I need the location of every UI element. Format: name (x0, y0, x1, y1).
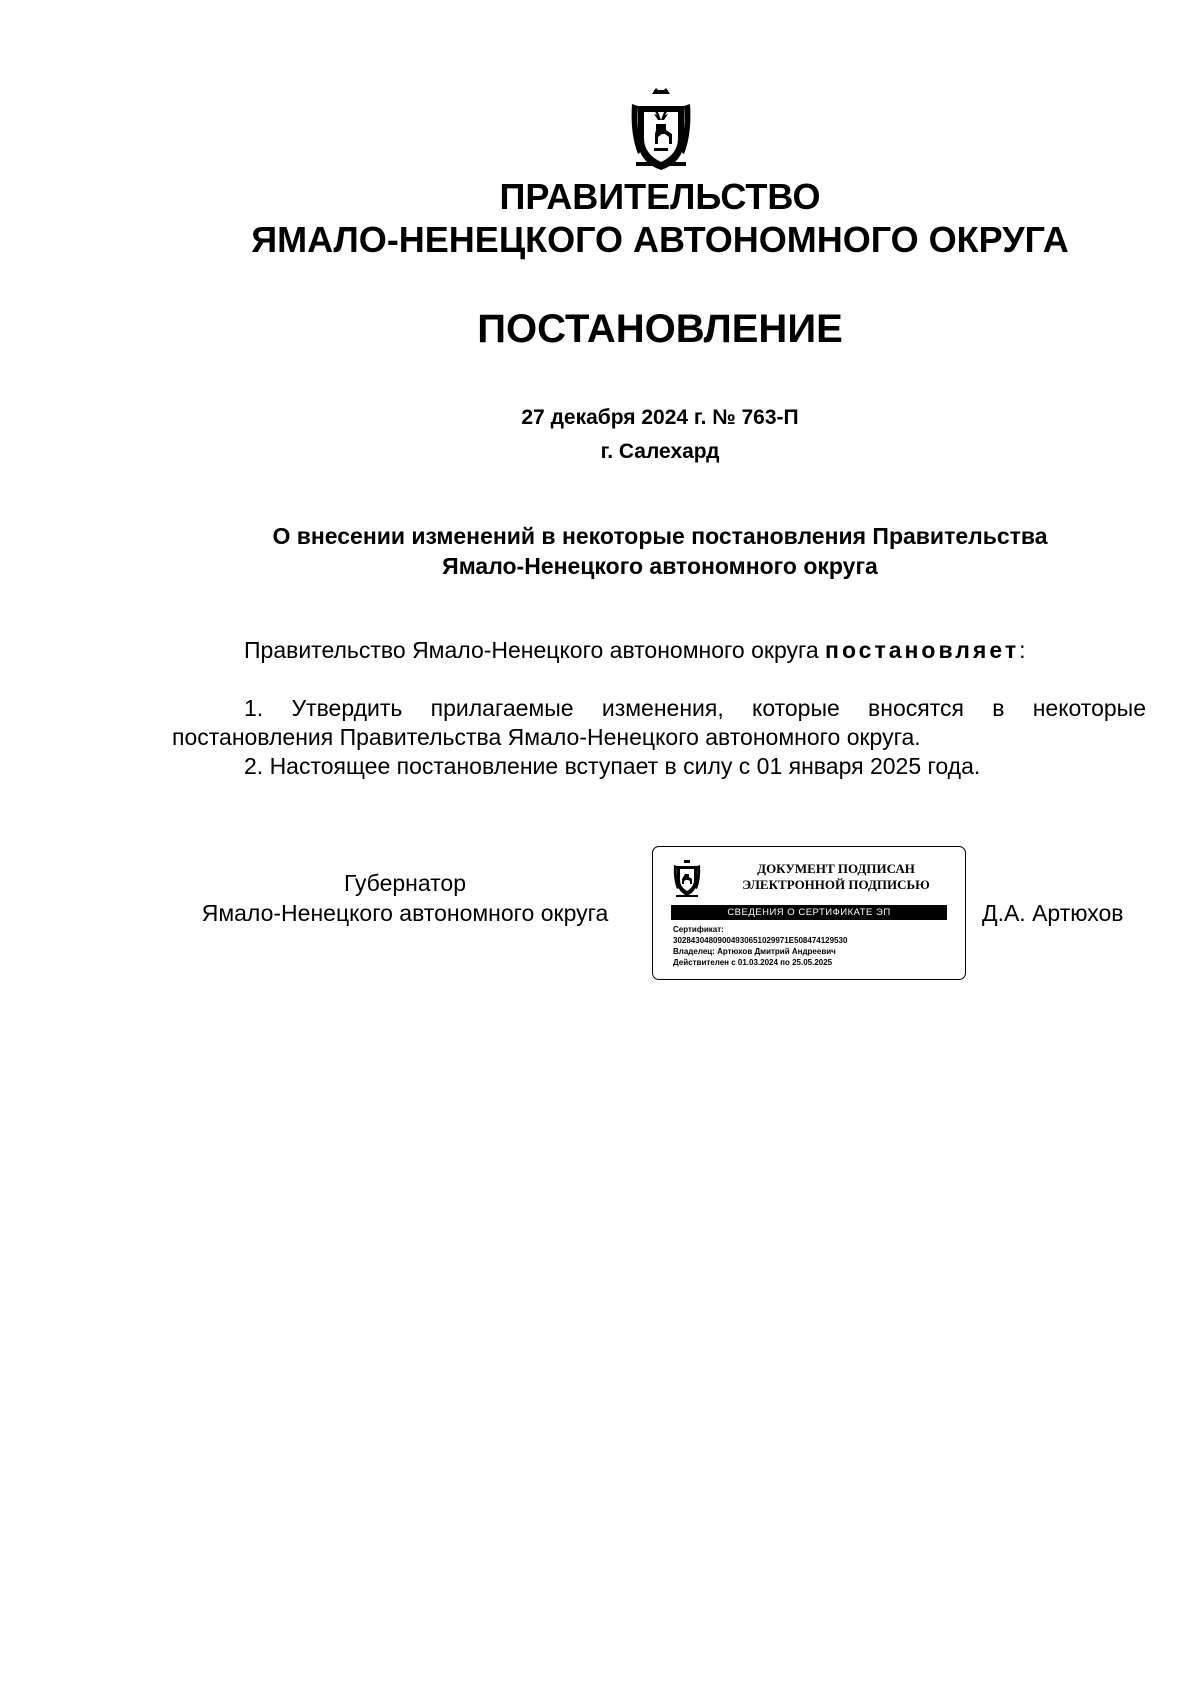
stamp-owner: Владелец: Артюхов Дмитрий Андреевич (673, 947, 836, 956)
resolution-item-1: 1. Утвердить прилагаемые изменения, которые вносятся в некоторые постановления Правительства Ямало-Ненецкого автономного округа. (172, 695, 1146, 750)
stamp-certificate-number: 30284304809004930651029971E508474129530 (673, 936, 848, 945)
preamble-colon: : (1019, 637, 1026, 663)
stamp-validity: Действителен с 01.03.2024 по 25.05.2025 (673, 958, 833, 967)
document-city: г. Салехард (600, 440, 720, 463)
stamp-certificate-label: Сертификат: (673, 925, 724, 934)
stamp-certificate-bar: СВЕДЕНИЯ О СЕРТИФИКАТЕ ЭП (671, 905, 947, 920)
resolution-item-2: 2. Настоящее постановление вступает в силу с 01 января 2025 года. (244, 753, 981, 779)
preamble-text: Правительство Ямало-Ненецкого автономного округа (244, 637, 819, 663)
document-type-title: ПОСТАНОВЛЕНИЕ (477, 307, 843, 351)
government-name-line1: ПРАВИТЕЛЬСТВО (499, 176, 821, 217)
signer-position (172, 868, 638, 928)
signer-name: Д.А. Артюхов (982, 900, 1124, 926)
yamal-coat-of-arms-icon (673, 859, 701, 899)
stamp-title-line1: ДОКУМЕНТ ПОДПИСАН (757, 861, 915, 876)
subject-line2: Ямало-Ненецкого автономного округа (442, 553, 878, 579)
signer-position-line2: Ямало-Ненецкого автономного округа (201, 900, 609, 926)
government-name-line2: ЯМАЛО-НЕНЕЦКОГО АВТОНОМНОГО ОКРУГА (251, 219, 1069, 260)
document-subject (172, 521, 1148, 581)
document-date-number: 27 декабря 2024 г. № 763-П (521, 406, 799, 429)
subject-line1: О внесении изменений в некоторые постановления Правительства (272, 523, 1048, 549)
preamble-verb: постановляет (825, 637, 1020, 663)
electronic-signature-stamp (652, 846, 966, 980)
yamal-coat-of-arms-icon (628, 86, 694, 172)
stamp-title-line2: ЭЛЕКТРОННОЙ ПОДПИСЬЮ (742, 877, 930, 892)
signer-position-line1: Губернатор (343, 870, 467, 896)
preamble-paragraph (172, 636, 1146, 665)
